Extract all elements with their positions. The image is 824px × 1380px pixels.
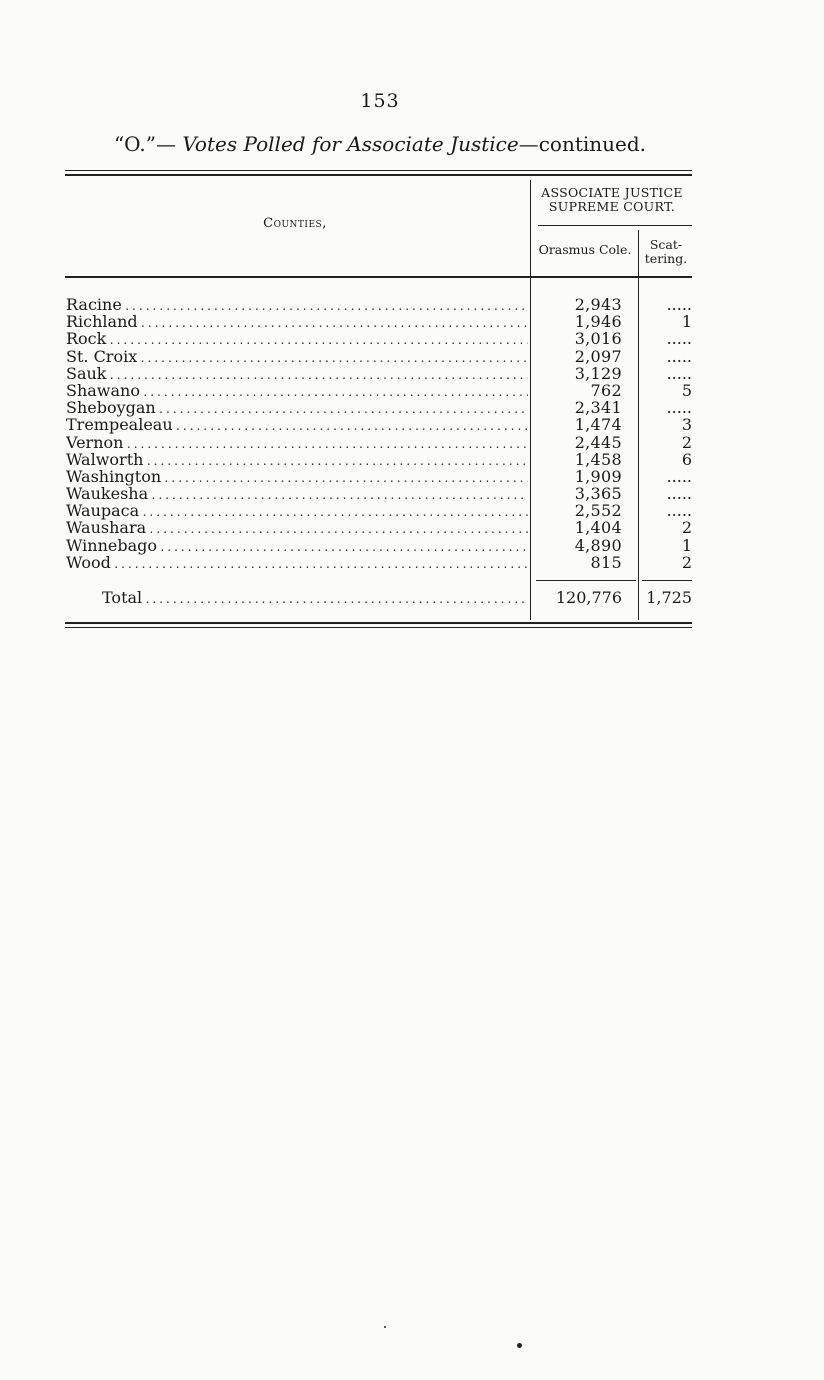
scattering-votes: 2 — [681, 518, 692, 538]
cole-votes: 2,552 — [574, 501, 622, 521]
scattering-votes: ..... — [666, 466, 692, 486]
bottom-rule-thin — [65, 627, 692, 628]
cole-votes: 1,458 — [574, 449, 622, 469]
table-row — [66, 502, 694, 519]
county-name: Walworth . . . — [66, 451, 528, 470]
county-name: Washington . . . — [66, 468, 528, 487]
table-row — [66, 365, 694, 382]
cole-votes: 3,365 — [574, 484, 622, 504]
table-row — [66, 348, 694, 365]
county-rows — [66, 296, 694, 571]
cole-votes: 2,097 — [574, 346, 622, 366]
scan-speck — [517, 1343, 522, 1348]
total-rule-cole — [536, 580, 636, 581]
table-row — [66, 296, 694, 313]
table-row — [66, 537, 694, 554]
scattering-votes: ..... — [666, 346, 692, 366]
cole-votes: 3,129 — [574, 363, 622, 383]
header-group-line-1: ASSOCIATE JUSTICE — [541, 185, 683, 200]
top-rule-thick — [65, 174, 692, 176]
title-italic: Votes Polled for Associate Justice — [182, 132, 519, 156]
top-rule-thin — [65, 170, 692, 171]
table-row — [66, 485, 694, 502]
cole-votes: 1,474 — [574, 415, 622, 435]
scattering-votes: ..... — [666, 363, 692, 383]
cole-votes: 1,404 — [574, 518, 622, 538]
scattering-votes: 2 — [681, 432, 692, 452]
scattering-votes: 1 — [681, 535, 692, 555]
cole-votes: 4,890 — [574, 535, 622, 555]
scattering-votes: ..... — [666, 501, 692, 521]
county-name: St. Croix . . . — [66, 348, 528, 367]
header-counties: Counties, — [263, 216, 327, 231]
cole-votes: 815 — [590, 552, 622, 572]
header-bottom-rule — [65, 276, 692, 278]
scattering-votes: 5 — [681, 380, 692, 400]
bottom-rule-thick — [65, 622, 692, 624]
cole-votes: 2,943 — [574, 295, 622, 314]
table-row — [66, 416, 694, 433]
table-row — [66, 468, 694, 485]
cole-votes: 1,946 — [574, 312, 622, 332]
title-suffix: —continued. — [518, 132, 647, 156]
table-row — [66, 313, 694, 330]
scan-speck — [384, 1326, 386, 1328]
county-name: Waushara . . . — [66, 519, 528, 538]
scattering-votes: ..... — [666, 398, 692, 418]
cole-votes: 762 — [590, 380, 622, 400]
table-row — [66, 382, 694, 399]
scattering-votes: 1 — [681, 312, 692, 332]
scattering-votes: ..... — [666, 484, 692, 504]
total-row — [66, 588, 694, 608]
scattering-votes: ..... — [666, 295, 692, 314]
table-row — [66, 330, 694, 347]
header-scattering — [640, 238, 692, 266]
cole-votes: 3,016 — [574, 329, 622, 349]
table-row — [66, 554, 694, 571]
county-name: Racine . . . — [66, 296, 528, 315]
page-title — [70, 132, 690, 156]
scattering-votes: 2 — [681, 552, 692, 572]
scattering-votes: ..... — [666, 329, 692, 349]
cole-votes: 1,909 — [574, 466, 622, 486]
table-row — [66, 451, 694, 468]
county-name: Richland . . . — [66, 313, 528, 332]
cole-votes: 2,445 — [574, 432, 622, 452]
total-scattering: 1,725 — [646, 588, 692, 607]
county-name: Vernon . . . — [66, 434, 528, 453]
county-name: Sauk . . . — [66, 365, 528, 384]
table-row — [66, 399, 694, 416]
header-associate-justice — [530, 186, 694, 214]
header-group-line-2: SUPREME COURT. — [548, 199, 676, 214]
county-name: Waupaca . . . — [66, 502, 528, 521]
county-name: Waukesha . . . — [66, 485, 528, 504]
county-name: Wood . . . — [66, 554, 528, 573]
county-name: Winnebago . . . — [66, 537, 528, 556]
cole-votes: 2,341 — [574, 398, 622, 418]
group-header-rule — [538, 225, 692, 226]
page-number: 153 — [360, 90, 400, 112]
header-orasmus-cole: Orasmus Cole. — [538, 242, 632, 257]
total-label: Total . . . — [102, 588, 528, 609]
county-name: Rock . . . — [66, 330, 528, 349]
header-scattering-line-1: Scat- — [649, 237, 683, 252]
total-rule-scattering — [642, 580, 692, 581]
county-name: Shawano . . . — [66, 382, 528, 401]
county-name: Sheboygan . . . — [66, 399, 528, 418]
header-scattering-line-2: tering. — [644, 251, 688, 266]
total-cole: 120,776 — [555, 588, 622, 607]
table-row — [66, 434, 694, 451]
title-prefix: “O.”— — [113, 132, 183, 156]
scattering-votes: 3 — [681, 415, 692, 435]
county-name: Trempealeau . . . — [66, 416, 528, 435]
scattering-votes: 6 — [681, 449, 692, 469]
table-row — [66, 519, 694, 536]
